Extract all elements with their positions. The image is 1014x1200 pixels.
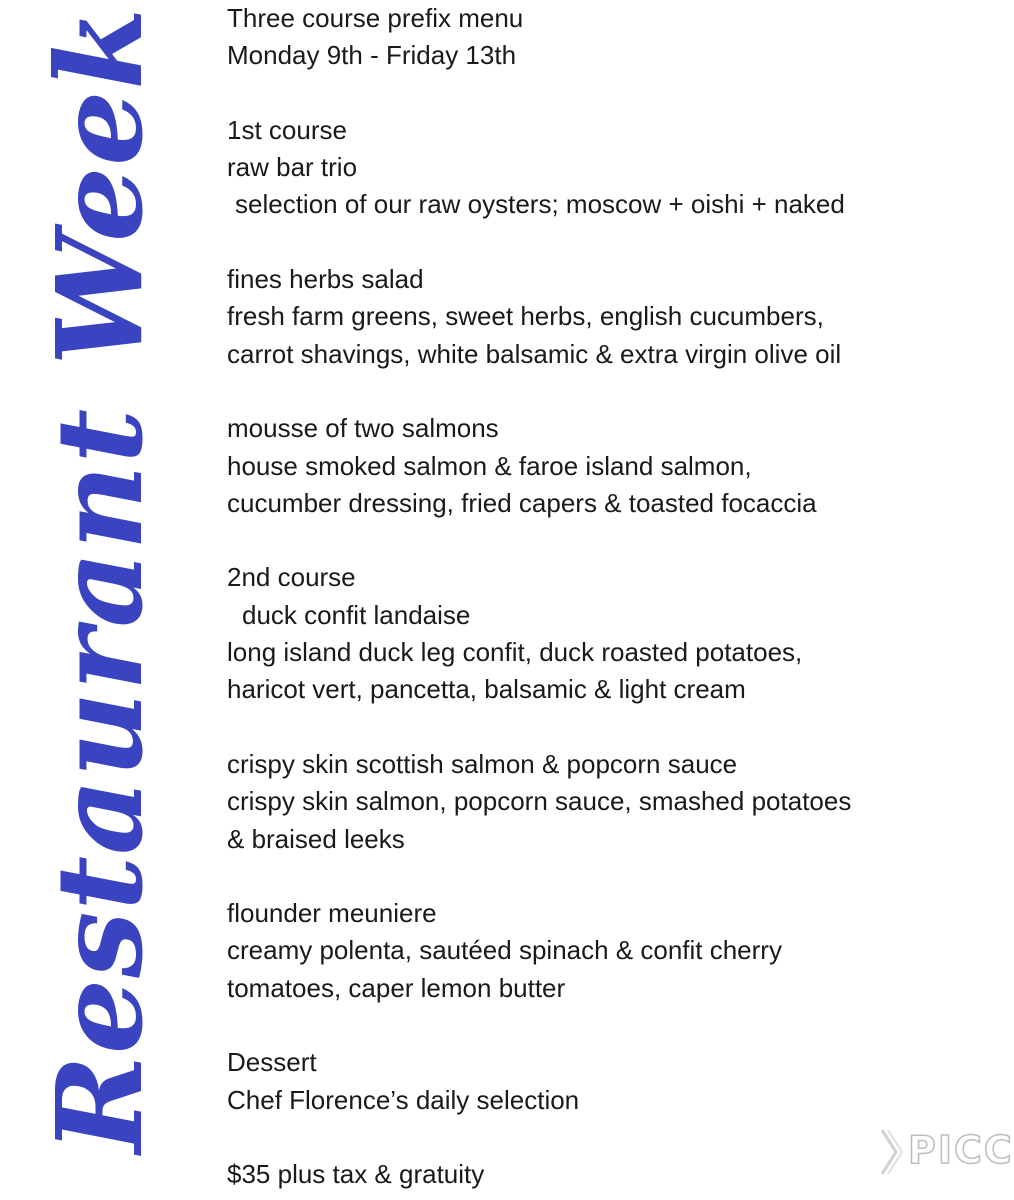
dish-name: duck confit landaise [242,599,471,630]
dessert-heading: Dessert [227,1047,317,1078]
first-course-heading: 1st course [227,114,347,145]
price: $35 plus tax & gratuity [227,1159,485,1190]
spacer [227,224,982,261]
dish-name: fines herbs salad [227,264,424,295]
dish-description: fresh farm greens, sweet herbs, english cucumbers, [227,301,824,332]
vertical-title-area [0,0,200,1200]
watermark-text: PICC [908,1128,1014,1172]
dish-name: mousse of two salmons [227,413,499,444]
picc-watermark [878,1122,1014,1182]
spacer [227,1119,982,1156]
second-course-heading: 2nd course [227,562,356,593]
dish-description: carrot shavings, white balsamic & extra virgin olive oil [227,338,842,369]
dish-description: selection of our raw oysters; moscow + oishi + naked [235,189,845,220]
spacer [227,522,982,559]
menu-content [227,0,982,1194]
dish-description: haricot vert, pancetta, balsamic & light cream [227,674,746,705]
dish-description: long island duck leg confit, duck roasted potatoes, [227,637,803,668]
spacer [227,709,982,746]
dessert-description: Chef Florence’s daily selection [227,1084,580,1115]
spacer [227,858,982,895]
dish-description: tomatoes, caper lemon butter [227,972,566,1003]
dish-description: crispy skin salmon, popcorn sauce, smashed potatoes [227,786,852,817]
spacer [227,75,982,112]
spacer [227,1007,982,1044]
dish-description: creamy polenta, sautéed spinach & confit cherry [227,935,782,966]
watermark-corner-icon [878,1126,906,1178]
restaurant-week-title: Restaurant Week [30,6,169,1154]
menu-subtitle: Three course prefix menu [227,3,524,33]
dish-name: flounder meuniere [227,898,437,929]
dish-name: raw bar trio [227,152,358,183]
dish-description: house smoked salmon & faroe island salmon, [227,450,752,481]
dish-description: cucumber dressing, fried capers & toasted focaccia [227,487,817,518]
spacer [227,373,982,410]
dish-description: & braised leeks [227,823,405,854]
dish-name: crispy skin scottish salmon & popcorn sauce [227,748,738,779]
menu-dates: Monday 9th - Friday 13th [227,40,517,71]
